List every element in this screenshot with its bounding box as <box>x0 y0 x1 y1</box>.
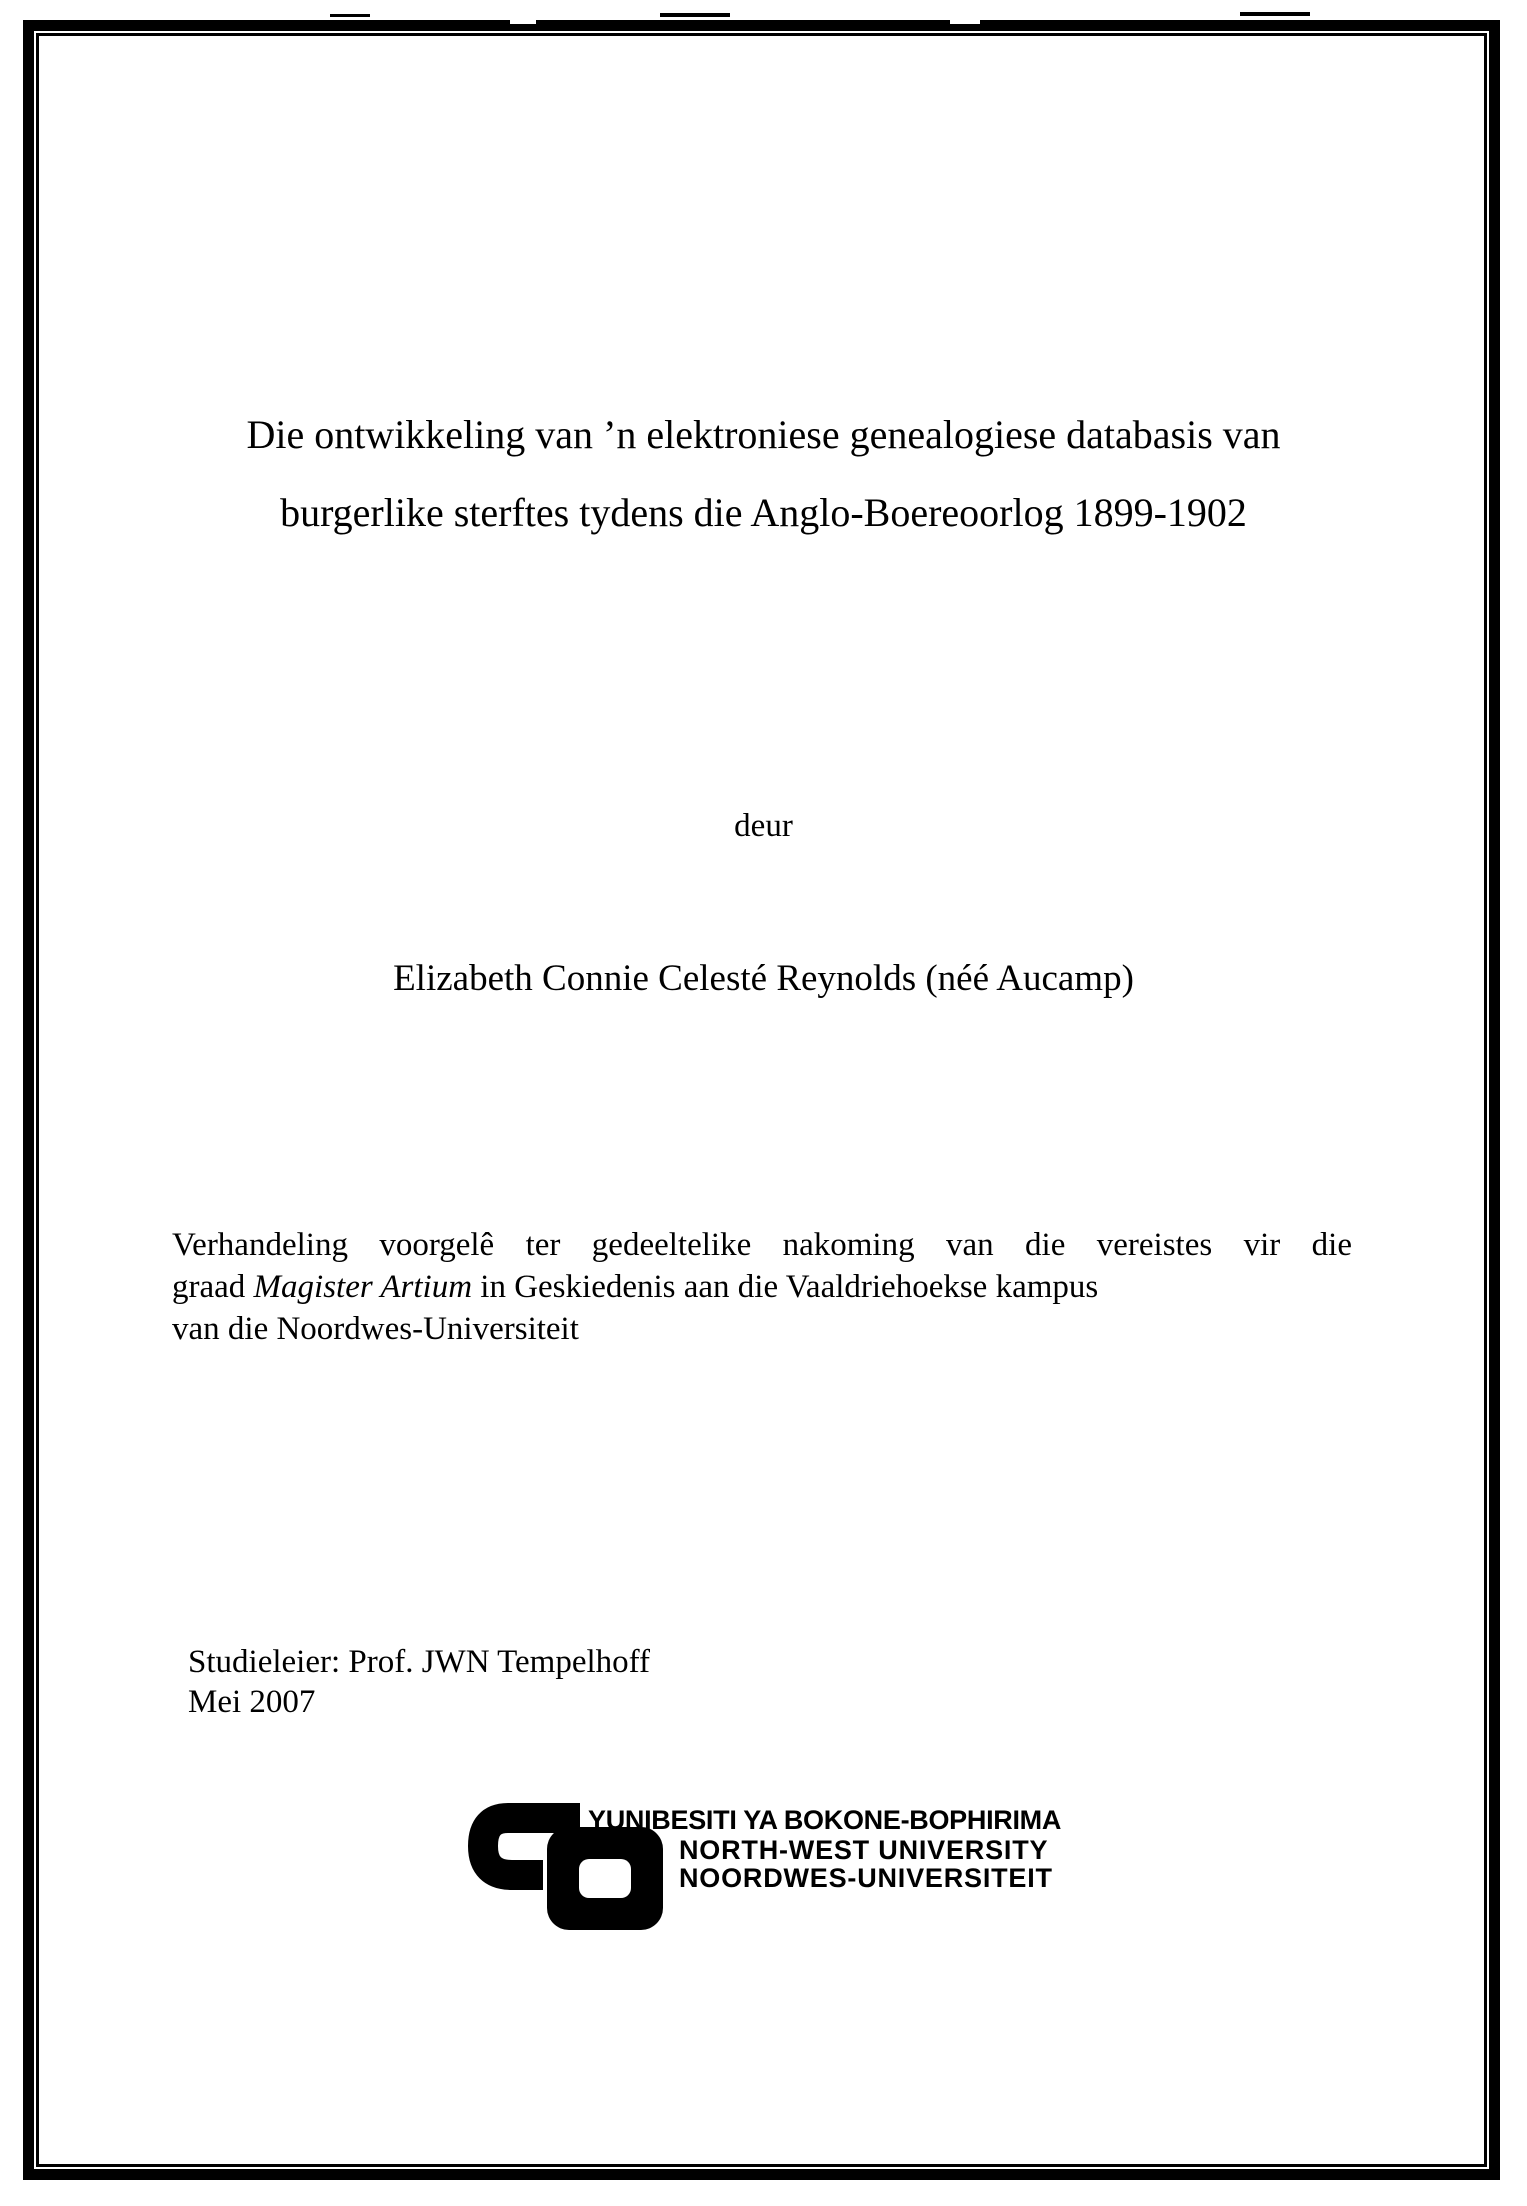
author-name: Elizabeth Connie Celesté Reynolds (néé Aucamp) <box>393 958 1134 999</box>
scan-artifact <box>950 20 980 24</box>
thesis-statement <box>172 1224 1352 1350</box>
scan-artifact <box>510 20 536 24</box>
statement-line2-prefix: graad <box>172 1269 254 1305</box>
statement-line3: van die Noordwes-Universiteit <box>172 1311 579 1347</box>
logo-line3: NOORDWES-UNIVERSITEIT <box>679 1863 1053 1893</box>
statement-line1: Verhandeling voorgelê ter gedeeltelike nakoming van die vereistes vir die <box>172 1227 1352 1263</box>
logo-line1: YUNIBESITI YA BOKONE-BOPHIRIMA <box>588 1805 1062 1835</box>
scan-artifact <box>1240 12 1310 16</box>
logo-line2: NORTH-WEST UNIVERSITY <box>679 1835 1049 1865</box>
scan-artifact <box>330 14 370 17</box>
statement-line2-degree-italic: Magister Artium <box>253 1269 473 1305</box>
scan-artifact <box>660 13 730 17</box>
thesis-title-line1: Die ontwikkeling van ’n elektroniese genealogiese databasis van <box>246 412 1281 457</box>
byline-deur: deur <box>734 808 793 844</box>
thesis-title <box>0 396 1527 552</box>
university-logo <box>468 1803 1108 1933</box>
statement-line2 <box>172 1266 1352 1308</box>
statement-line2-suffix: in Geskiedenis aan die Vaaldriehoekse kampus <box>472 1269 1099 1305</box>
thesis-title-line2: burgerlike sterftes tydens die Anglo-Boereoorlog 1899-1902 <box>280 490 1247 535</box>
supervisor-line: Studieleier: Prof. JWN Tempelhoff <box>188 1644 651 1680</box>
supervisor-block <box>188 1642 650 1722</box>
date-line: Mei 2007 <box>188 1684 316 1720</box>
